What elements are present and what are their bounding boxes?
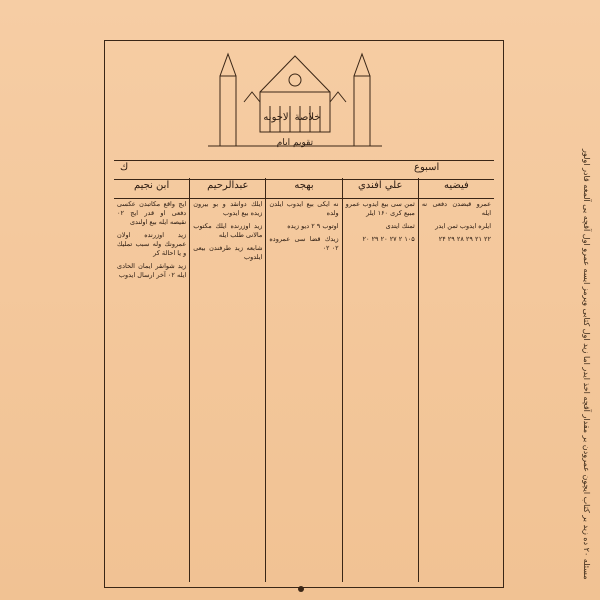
entry: اوتوب ۹ ۲ دیو زیده [287, 222, 339, 230]
column-header-2: عبدالرحيم [189, 178, 265, 198]
entry: زید شوانقر ایمان الحادی ایله ۰۲ آخر ارسال ایدوب [117, 262, 187, 279]
column-4 [342, 198, 418, 582]
banner-row [114, 160, 494, 180]
document-subtitle: تقويم ایام [276, 138, 314, 148]
entry: ثمنك ایتدی [385, 222, 415, 230]
entry: زید اوزرنده ایلك مكتوب مالانی طلب ایله [193, 222, 263, 239]
column-header-5: فيضيه [418, 178, 494, 198]
banner-left-label: ك [120, 162, 129, 173]
column-5 [418, 198, 494, 582]
entry: ثمن سی بیع ایدوب عمرو مبیع كری ۱۶۰ ایلر [345, 200, 415, 217]
entry: ایج واقع مكاتبدن عكسی دفعی او قدر ایج ۰۲ نقیصه ایله بیع اولندی [117, 200, 187, 226]
column-header-3: بهجه [265, 178, 341, 198]
document-title: خلاصة الاجوبه [263, 112, 321, 123]
entry: ایلك دوانقد و بو بیرون زیده بیع ایدوب [193, 200, 263, 217]
banner-right-label: اسبوع [414, 162, 440, 173]
entry: عمرو قبضدن دفعی نه ایله [421, 200, 492, 217]
column-header-1: ابن نجيم [133, 180, 170, 191]
column-3 [265, 198, 341, 582]
page-dot-mark [298, 586, 304, 592]
column-2 [189, 198, 265, 582]
entry: ایلره ایدوب ثمن ایدر [435, 222, 492, 230]
margin-note: مسئله ۲۰ ده زید بر كتاب ایچون عمرودن بر مقدار آقچه اخذ ایدر اما زید اول كتابی ویرمز ایسه عمرو اول آقچه یی آلمغه قادر اولور [582, 149, 591, 580]
column-1 [114, 198, 189, 582]
column-headers [114, 178, 494, 199]
entry: ۲۲ ۲۱ ۲۹ ۲۸ ۲۹ ۲۴ [438, 235, 492, 243]
entry: ۱۰۵ ۲ ۲۷ ۲۰ ۲۹ ۲۰ [362, 235, 415, 243]
entry: نه ایكی بیع ایدوب ایلدن ولده [269, 200, 339, 217]
entry: زیدك قضا سی عمروده ۰۲ ۰۲ [269, 235, 339, 252]
entry: شابعه زید طرفندن بیعی ایلدوب [193, 244, 263, 261]
text-columns [114, 198, 494, 582]
entry: زید اوزرنده اولان عمرونك وله سبب تملیك و یا احالة كر [117, 231, 187, 257]
column-header-4: علي افندي [342, 178, 418, 198]
